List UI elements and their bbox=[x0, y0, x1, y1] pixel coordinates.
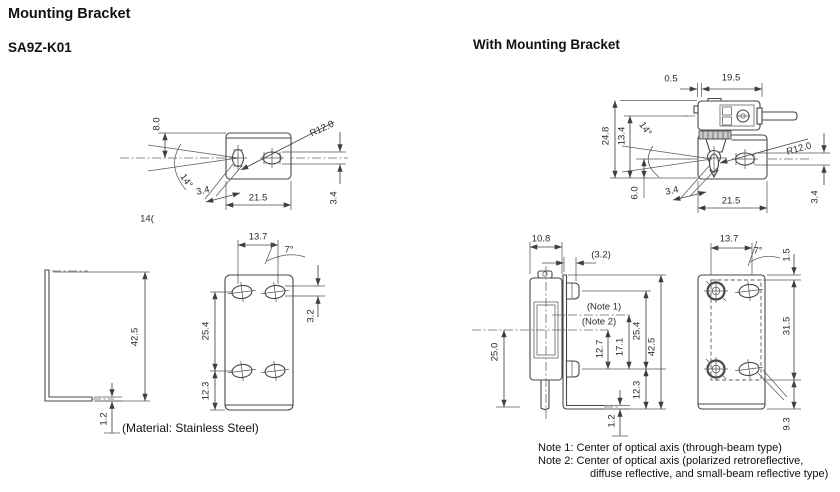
dim-bottom-offset: 12.3 bbox=[200, 381, 212, 401]
mount-screw-bottom bbox=[567, 361, 580, 377]
dim-asm-bottom: 12.3 bbox=[631, 380, 643, 400]
dim-corner-radius: R12.0 bbox=[308, 118, 336, 140]
dim-asm-offset: 0.5 bbox=[664, 73, 678, 85]
footnote-1: Note 1: Center of optical axis (through-beam type) bbox=[538, 442, 782, 454]
dim-asm-slot-angle: 7° bbox=[753, 245, 763, 257]
page-title: Mounting Bracket bbox=[8, 6, 131, 22]
material-note: (Material: Stainless Steel) bbox=[122, 421, 259, 435]
dim-asm-plate-width: 21.5 bbox=[721, 195, 741, 207]
dim-plate-width: 21.5 bbox=[248, 192, 268, 204]
footnote-2-line1: Note 2: Center of optical axis (polarized retroreflective, bbox=[538, 455, 804, 467]
dim-tilt-angle: 14° bbox=[177, 171, 195, 191]
dim-sensor-depth: 10.8 bbox=[531, 233, 551, 245]
dim-plate-height: 8.0 bbox=[151, 117, 163, 131]
dim-asm-thickness: 1.2 bbox=[606, 414, 618, 428]
mount-screw-top bbox=[567, 283, 580, 299]
dim-bracket-height: 42.5 bbox=[129, 327, 141, 347]
dim-lens-height: 25.0 bbox=[489, 342, 501, 362]
dim-slot-offset: 3.2 bbox=[305, 309, 317, 323]
dim-asm-bottom-offset: 6.0 bbox=[629, 186, 641, 200]
dim-sheet-thickness: 1.2 bbox=[98, 412, 110, 426]
label-note2-ref: (Note 2) bbox=[581, 316, 617, 328]
dim-gap: (3.2) bbox=[591, 249, 611, 261]
sensor-cable bbox=[762, 112, 797, 120]
dim-overall-height: 24.8 bbox=[600, 126, 612, 146]
footnote-2-line2: diffuse reflective, and small-beam reflective type) bbox=[590, 468, 829, 480]
dim-sensor-height: 31.5 bbox=[781, 316, 793, 336]
right-section-title: With Mounting Bracket bbox=[473, 37, 620, 52]
dim-asm-corner-radius: R12.0 bbox=[785, 140, 813, 158]
dim-slot-height: 3.4 bbox=[328, 191, 340, 205]
dim-axis-height: 13.4 bbox=[616, 126, 628, 146]
clamp-bar bbox=[699, 131, 731, 139]
dim-asm-height: 42.5 bbox=[646, 337, 658, 357]
sensor-cable-side bbox=[541, 380, 549, 410]
bracket-l-profile bbox=[45, 270, 92, 401]
dim-asm-slot-height: 3.4 bbox=[809, 190, 821, 204]
dim-depth-label: 14( bbox=[140, 213, 154, 225]
dim-slot-width: 3.4 bbox=[195, 184, 211, 198]
bracket-side-view-drawing bbox=[45, 270, 150, 433]
model-number: SA9Z-K01 bbox=[8, 40, 72, 55]
label-note1-ref: (Note 1) bbox=[586, 301, 622, 313]
dim-axis2-to-hole: 12.7 bbox=[594, 339, 606, 359]
dim-slot-angle: 7° bbox=[284, 244, 294, 256]
dim-axis1-to-hole: 17.1 bbox=[614, 337, 626, 357]
dim-hole-spacing-h: 13.7 bbox=[248, 231, 268, 243]
dim-top-offset: 1.5 bbox=[781, 248, 793, 262]
dim-sensor-width: 19.5 bbox=[721, 72, 741, 84]
dim-front-bottom: 9.3 bbox=[781, 417, 793, 431]
dim-asm-hole-spacing-h: 13.7 bbox=[719, 233, 739, 245]
dim-asm-slot-width: 3.4 bbox=[664, 184, 680, 198]
dim-asm-hole-spacing: 25.4 bbox=[631, 321, 643, 341]
dim-hole-spacing-v: 25.4 bbox=[200, 321, 212, 341]
bracket-plate-top-outline bbox=[226, 133, 291, 179]
dim-asm-tilt-angle: 14° bbox=[636, 119, 654, 139]
bracket-front-view-drawing bbox=[210, 240, 325, 410]
